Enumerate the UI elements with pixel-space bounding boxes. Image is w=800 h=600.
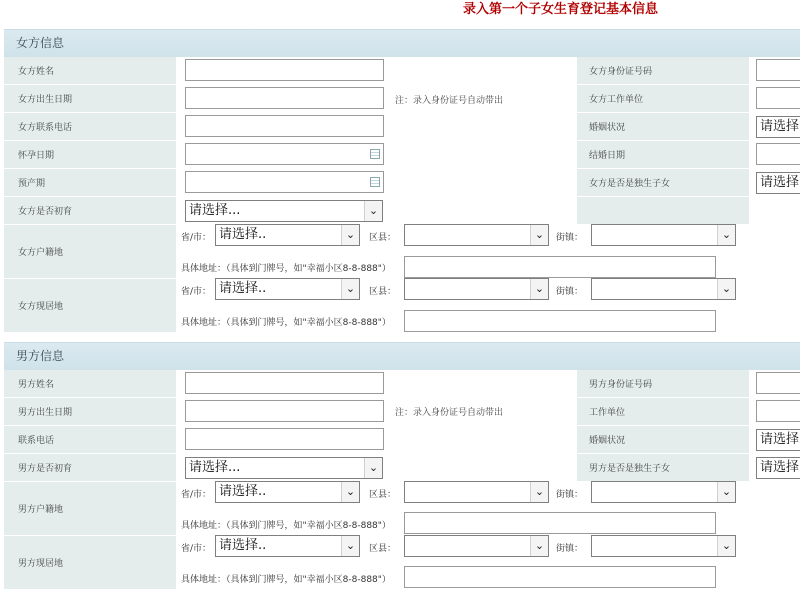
- female-residence-district-select[interactable]: [404, 278, 549, 300]
- address-hint: 具体地址：（具体到门牌号，如"幸福小区8-8-888"）: [181, 575, 391, 585]
- male-birth-label: 男方出生日期: [4, 398, 176, 425]
- select-value: 请选择..: [219, 484, 267, 499]
- female-hukou-street-select[interactable]: [591, 224, 736, 246]
- chevron-down-icon: ⌄: [341, 536, 359, 556]
- select-value: 请选择: [760, 432, 800, 447]
- province-caption: 省/市：: [181, 287, 212, 297]
- address-hint: 具体地址：（具体到门牌号，如"幸福小区8-8-888"）: [181, 318, 391, 328]
- select-value: 请选择..: [219, 538, 267, 553]
- select-value: 请选择: [760, 175, 800, 190]
- female-only-child-select[interactable]: [756, 172, 800, 194]
- female-right-blank: [577, 197, 749, 224]
- marriage-date-input[interactable]: [756, 143, 800, 165]
- chevron-down-icon: ⌄: [717, 482, 735, 502]
- district-caption: 区县：: [369, 544, 397, 554]
- male-residence-address-input[interactable]: [404, 566, 716, 588]
- address-hint: 具体地址：（具体到门牌号，如"幸福小区8-8-888"）: [181, 521, 391, 531]
- female-hukou-address-input[interactable]: [404, 256, 716, 278]
- male-residence-district-select[interactable]: [404, 535, 549, 557]
- select-value: 请选择...: [189, 460, 241, 475]
- male-first-birth-label: 男方是否初育: [4, 454, 176, 481]
- street-caption: 街镇：: [556, 544, 584, 554]
- male-hukou-district-select[interactable]: [404, 481, 549, 503]
- select-value: 请选择..: [219, 227, 267, 242]
- male-hukou-address-input[interactable]: [404, 512, 716, 534]
- chevron-down-icon: ⌄: [530, 279, 548, 299]
- address-hint: 具体地址：（具体到门牌号，如"幸福小区8-8-888"）: [181, 264, 391, 274]
- female-first-birth-select[interactable]: [185, 200, 383, 222]
- female-hukou-province-select[interactable]: [215, 224, 360, 246]
- street-caption: 街镇：: [556, 490, 584, 500]
- due-date-input[interactable]: [185, 171, 384, 193]
- chevron-down-icon: ⌄: [364, 201, 382, 221]
- female-first-birth-label: 女方是否初育: [4, 197, 176, 224]
- male-hukou-label: 男方户籍地: [4, 482, 176, 535]
- street-caption: 街镇：: [556, 233, 584, 243]
- female-residence-label: 女方现居地: [4, 279, 176, 332]
- male-name-label: 男方姓名: [4, 370, 176, 397]
- female-marital-label: 婚姻状况: [577, 113, 749, 140]
- street-caption: 街镇：: [556, 287, 584, 297]
- female-hukou-label: 女方户籍地: [4, 225, 176, 278]
- female-name-input[interactable]: [185, 59, 384, 81]
- female-residence-street-select[interactable]: [591, 278, 736, 300]
- female-work-label: 女方工作单位: [577, 85, 749, 112]
- female-only-child-label: 女方是否是独生子女: [577, 169, 749, 196]
- chevron-down-icon: ⌄: [341, 225, 359, 245]
- marriage-date-label: 结婚日期: [577, 141, 749, 168]
- male-hukou-province-select[interactable]: [215, 481, 360, 503]
- male-marital-select[interactable]: [756, 429, 800, 451]
- male-section-header: 男方信息: [4, 342, 800, 370]
- chevron-down-icon: ⌄: [364, 458, 382, 478]
- province-caption: 省/市：: [181, 233, 212, 243]
- female-hukou-district-select[interactable]: [404, 224, 549, 246]
- female-id-label: 女方身份证号码: [577, 57, 749, 84]
- female-work-input[interactable]: [756, 87, 800, 109]
- calendar-icon[interactable]: [370, 149, 380, 159]
- select-value: 请选择: [760, 119, 800, 134]
- province-caption: 省/市：: [181, 490, 212, 500]
- chevron-down-icon: ⌄: [717, 279, 735, 299]
- female-phone-input[interactable]: [185, 115, 384, 137]
- chevron-down-icon: ⌄: [341, 279, 359, 299]
- province-caption: 省/市：: [181, 544, 212, 554]
- select-value: 请选择...: [189, 203, 241, 218]
- female-residence-address-input[interactable]: [404, 310, 716, 332]
- pregnancy-date-label: 怀孕日期: [4, 141, 176, 168]
- female-id-input[interactable]: [756, 59, 800, 81]
- male-phone-input[interactable]: [185, 428, 384, 450]
- district-caption: 区县：: [369, 233, 397, 243]
- male-only-child-label: 男方是否是独生子女: [577, 454, 749, 481]
- due-date-label: 预产期: [4, 169, 176, 196]
- select-value: 请选择: [760, 460, 800, 475]
- female-phone-label: 女方联系电话: [4, 113, 176, 140]
- chevron-down-icon: ⌄: [530, 482, 548, 502]
- male-auto-note: 注：录入身份证号自动带出: [395, 408, 504, 418]
- female-auto-note: 注：录入身份证号自动带出: [395, 96, 504, 106]
- calendar-icon[interactable]: [370, 177, 380, 187]
- male-residence-province-select[interactable]: [215, 535, 360, 557]
- male-only-child-select[interactable]: [756, 457, 800, 479]
- female-residence-province-select[interactable]: [215, 278, 360, 300]
- female-birth-label: 女方出生日期: [4, 85, 176, 112]
- male-marital-label: 婚姻状况: [577, 426, 749, 453]
- male-phone-label: 联系电话: [4, 426, 176, 453]
- male-id-label: 男方身份证号码: [577, 370, 749, 397]
- male-residence-street-select[interactable]: [591, 535, 736, 557]
- female-name-label: 女方姓名: [4, 57, 176, 84]
- chevron-down-icon: ⌄: [341, 482, 359, 502]
- male-hukou-street-select[interactable]: [591, 481, 736, 503]
- male-name-input[interactable]: [185, 372, 384, 394]
- chevron-down-icon: ⌄: [717, 536, 735, 556]
- male-birth-input[interactable]: [185, 400, 384, 422]
- district-caption: 区县：: [369, 287, 397, 297]
- chevron-down-icon: ⌄: [530, 225, 548, 245]
- male-work-label: 工作单位: [577, 398, 749, 425]
- female-section-header: 女方信息: [4, 29, 800, 57]
- chevron-down-icon: ⌄: [530, 536, 548, 556]
- district-caption: 区县：: [369, 490, 397, 500]
- chevron-down-icon: ⌄: [717, 225, 735, 245]
- male-first-birth-select[interactable]: [185, 457, 383, 479]
- select-value: 请选择..: [219, 281, 267, 296]
- male-id-input[interactable]: [756, 372, 800, 394]
- female-marital-select[interactable]: [756, 116, 800, 138]
- pregnancy-date-input[interactable]: [185, 143, 384, 165]
- female-birth-input[interactable]: [185, 87, 384, 109]
- page-title: 录入第一个子女生育登记基本信息: [463, 2, 659, 17]
- male-residence-label: 男方现居地: [4, 536, 176, 589]
- male-work-input[interactable]: [756, 400, 800, 422]
